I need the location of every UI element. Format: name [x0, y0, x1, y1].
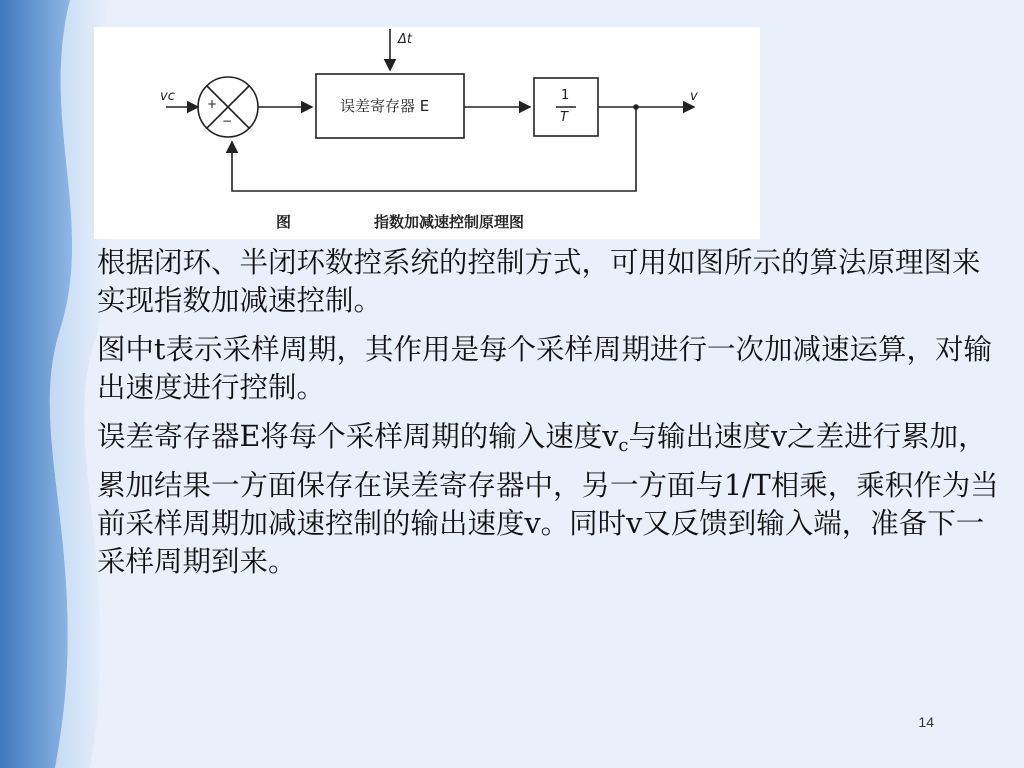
figure-caption: 指数加减速控制原理图: [374, 213, 525, 231]
summing-plus-sign: +: [207, 97, 218, 111]
paragraph-3-part-b: 与输出速度v之差进行累加，: [628, 420, 987, 453]
paragraph-2: 图中t表示采样周期，其作用是每个采样周期进行一次加减速运算，对输出速度进行控制。: [97, 333, 992, 404]
paragraph-1: 根据闭环、半闭环数控系统的控制方式，可用如图所示的算法原理图来实现指数加减速控制。: [97, 246, 981, 317]
summing-minus-sign: −: [222, 114, 233, 128]
paragraph-3-part-a: 误差寄存器E将每个采样周期的输入速度v: [97, 420, 619, 453]
feedback-path: [232, 107, 636, 191]
output-label: v: [690, 89, 698, 104]
error-register-label: 误差寄存器 E: [340, 97, 430, 115]
control-principle-diagram: [94, 27, 760, 239]
multiplier-denominator: T: [560, 110, 568, 125]
figure-prefix: 图: [276, 213, 292, 231]
paragraph-4: 累加结果一方面保存在误差寄存器中，另一方面与1/T相乘，乘积作为当前采样周期加减速控制的输出速度v。同时v又反馈到输入端，准备下一采样周期到来。: [97, 469, 999, 578]
input-label: vc: [160, 89, 175, 104]
multiplier-numerator: 1: [561, 88, 570, 103]
paragraph-3: [97, 418, 1002, 456]
paragraph-3-subscript: c: [618, 435, 629, 456]
disturbance-label: Δt: [398, 32, 412, 47]
slide-body: [97, 244, 1002, 592]
page-number: 14: [918, 714, 934, 730]
block-diagram-lines: [94, 27, 760, 239]
